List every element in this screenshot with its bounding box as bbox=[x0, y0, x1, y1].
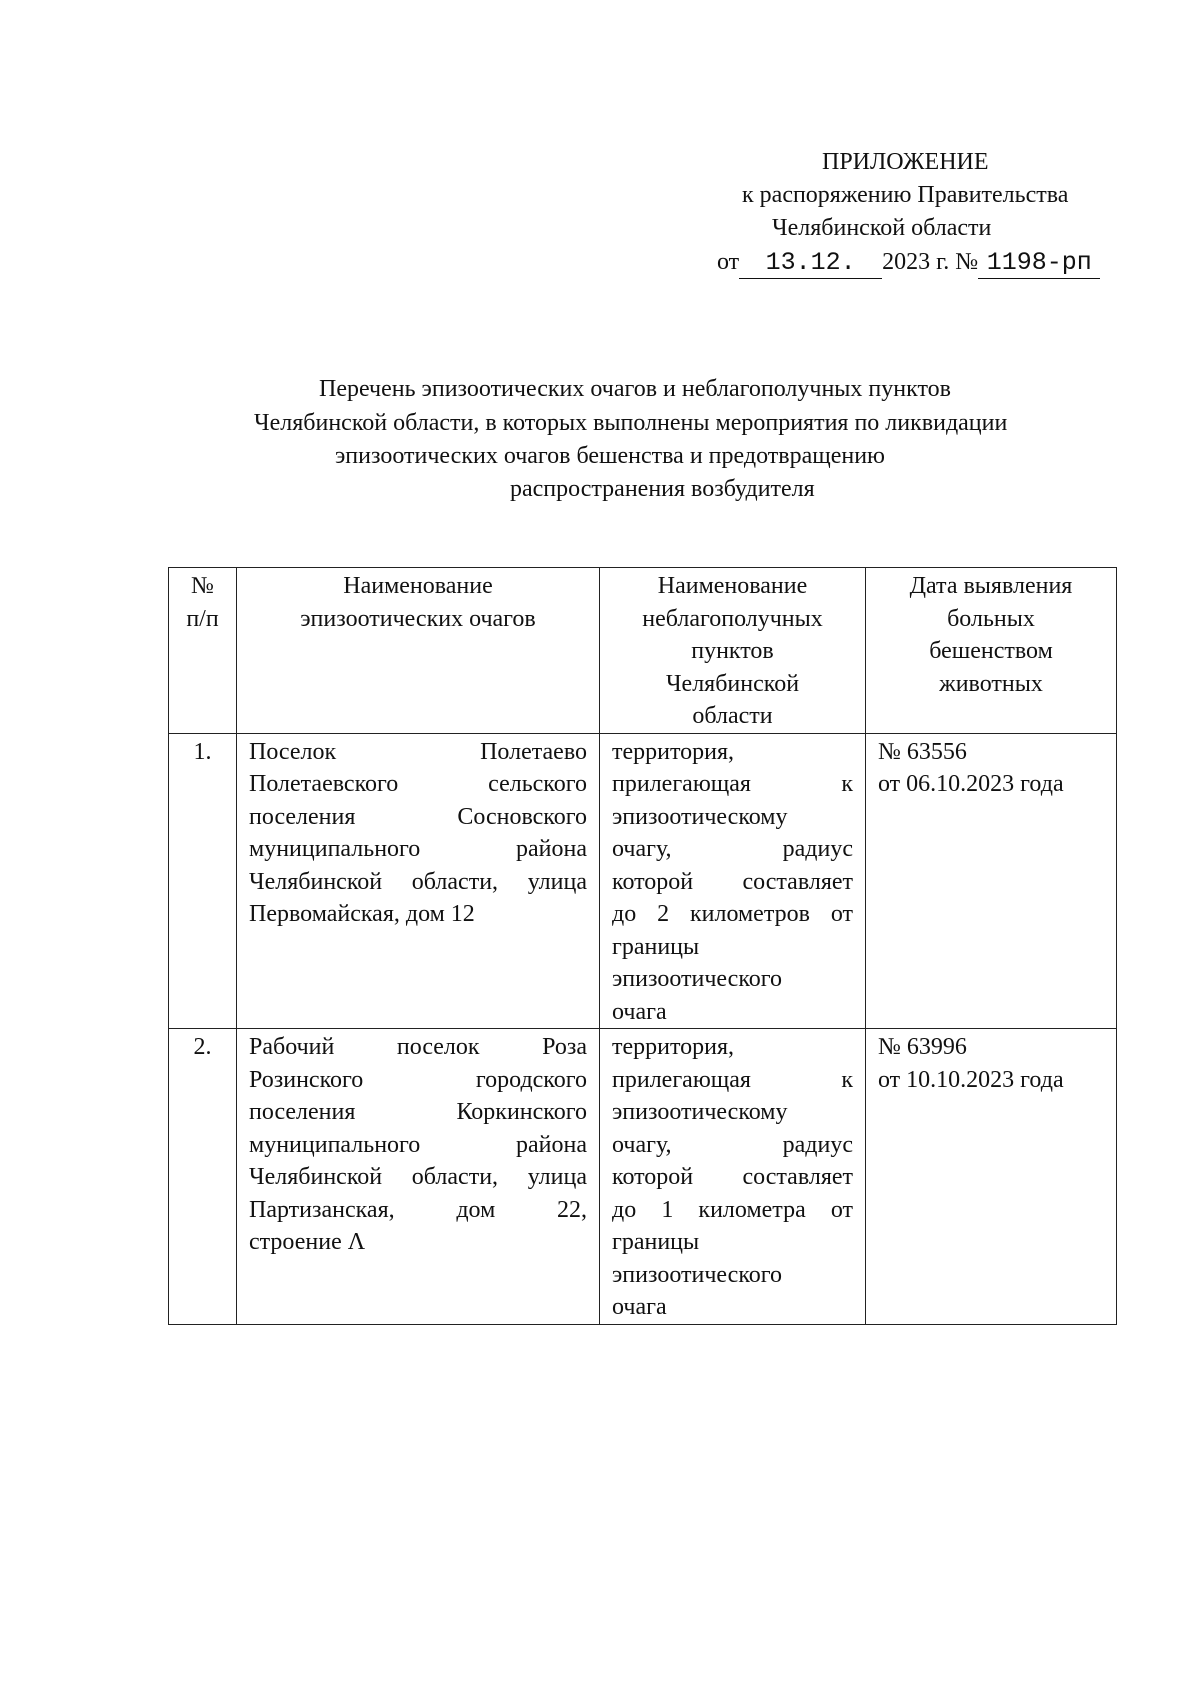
title-line-4: распространения возбудителя bbox=[510, 476, 815, 502]
header-num: № п/п bbox=[169, 568, 237, 734]
appendix-line-3: Челябинской области bbox=[772, 215, 992, 241]
row-num: 2. bbox=[169, 1029, 237, 1325]
doc-number: 1198-рп bbox=[978, 248, 1100, 279]
appendix-line-2: к распоряжению Правительства bbox=[742, 182, 1069, 208]
table-row bbox=[169, 733, 1117, 1029]
foci-table bbox=[168, 567, 1117, 1325]
header-foci: Наименование эпизоотических очагов bbox=[237, 568, 600, 734]
appendix-date-line bbox=[717, 247, 1100, 279]
table-header-row bbox=[169, 568, 1117, 734]
row-num: 1. bbox=[169, 733, 237, 1029]
row-points: территория, прилегающая к эпизоотическому очагу, радиус которой составляет до 2 километров от границы эпизоотического очага bbox=[600, 733, 866, 1029]
header-points: Наименование неблагополучных пунктов Челябинской области bbox=[600, 568, 866, 734]
header-date: Дата выявления больных бешенством животных bbox=[866, 568, 1117, 734]
row-foci: Поселок Полетаево Полетаевского сельского поселения Сосновского муниципального района Челябинской области, улица Первомайская, дом 12 bbox=[237, 733, 600, 1029]
row-date: № 63556 от 06.10.2023 года bbox=[866, 733, 1117, 1029]
date-prefix: от bbox=[717, 249, 740, 275]
date-value: 13.12. bbox=[739, 248, 882, 279]
appendix-label: ПРИЛОЖЕНИЕ bbox=[822, 149, 989, 175]
row-points: территория, прилегающая к эпизоотическому очагу, радиус которой составляет до 1 километра от границы эпизоотического очага bbox=[600, 1029, 866, 1325]
row-foci: Рабочий поселок Роза Розинского городского поселения Коркинского муниципального района Челябинской области, улица Партизанская, дом 22, строение Λ bbox=[237, 1029, 600, 1325]
table-row bbox=[169, 1029, 1117, 1325]
year-text: 2023 г. № bbox=[882, 249, 979, 275]
title-line-3: эпизоотических очагов бешенства и предотвращению bbox=[335, 443, 885, 469]
row-date: № 63996 от 10.10.2023 года bbox=[866, 1029, 1117, 1325]
title-line-2: Челябинской области, в которых выполнены мероприятия по ликвидации bbox=[254, 410, 1008, 436]
title-line-1: Перечень эпизоотических очагов и неблагополучных пунктов bbox=[319, 376, 951, 402]
